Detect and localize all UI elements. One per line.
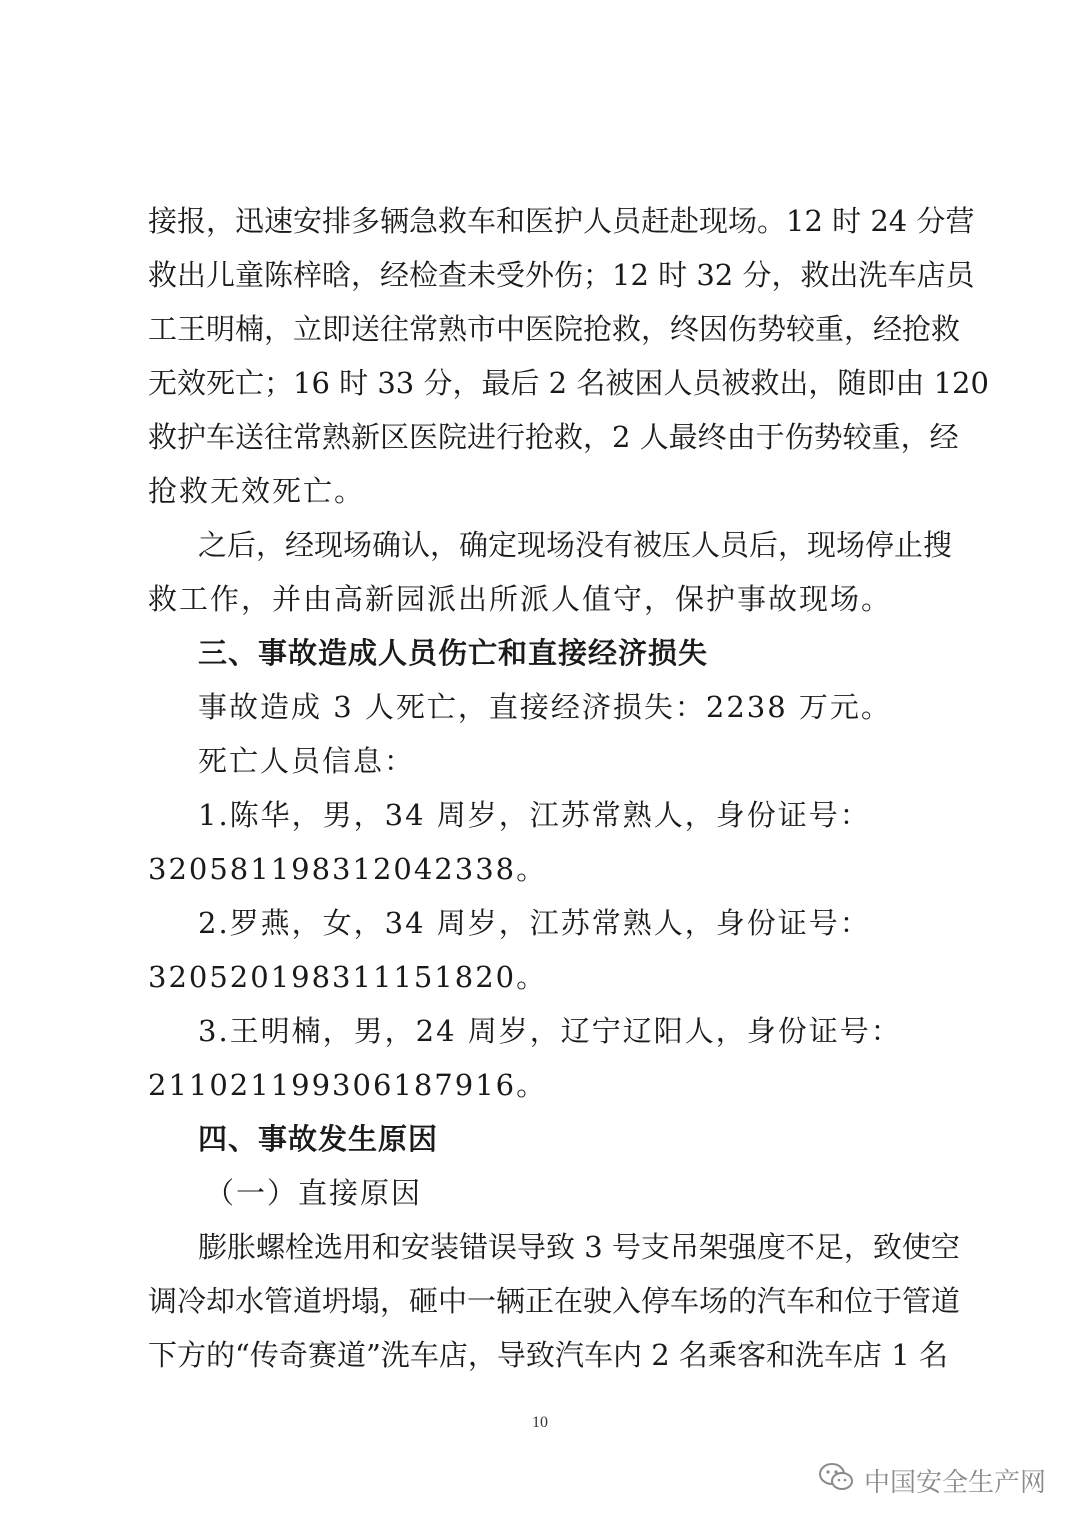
list-item: 1.陈华，男，34 周岁，江苏常熟人，身份证号： [198, 798, 871, 832]
list-item-continuation: 320581198312042338。 [148, 852, 548, 886]
body-line: 死亡人员信息： [198, 744, 416, 778]
body-line: 下方的“传奇赛道”洗车店，导致汽车内 2 名乘客和洗车店 1 名 [148, 1338, 948, 1372]
body-line: 抢救无效死亡。 [148, 474, 366, 508]
body-line: 无效死亡；16 时 33 分，最后 2 名被困人员被救出，随即由 120 [148, 366, 989, 400]
body-line: 之后，经现场确认，确定现场没有被压人员后，现场停止搜 [198, 528, 953, 562]
body-line: 救出儿童陈梓晗，经检查未受外伤；12 时 32 分，救出洗车店员 [148, 258, 975, 292]
section-heading: 三、事故造成人员伤亡和直接经济损失 [198, 636, 709, 670]
body-line: 救护车送往常熟新区医院进行抢救，2 人最终由于伤势较重，经 [148, 420, 959, 454]
list-item: 2.罗燕，女，34 周岁，江苏常熟人，身份证号： [198, 906, 871, 940]
body-line: 膨胀螺栓选用和安装错误导致 3 号支吊架强度不足，致使空 [198, 1230, 960, 1264]
body-line: 调冷却水管道坍塌，砸中一辆正在驶入停车场的汽车和位于管道 [148, 1284, 961, 1318]
list-item: 3.王明楠，男，24 周岁，辽宁辽阳人，身份证号： [198, 1014, 902, 1048]
page-number: 10 [532, 1414, 548, 1431]
subsection-heading: （一）直接原因 [205, 1176, 423, 1210]
body-line: 救工作，并由高新园派出所派人值守，保护事故现场。 [148, 582, 893, 616]
body-line: 事故造成 3 人死亡，直接经济损失：2238 万元。 [198, 690, 892, 724]
watermark-text: 中国安全生产网 [864, 1467, 1047, 1498]
body-line: 接报，迅速安排多辆急救车和医护人员赶赴现场。12 时 24 分营 [148, 204, 975, 238]
watermark [818, 1458, 1046, 1502]
list-item-continuation: 211021199306187916。 [148, 1068, 548, 1102]
list-item-continuation: 320520198311151820。 [148, 960, 548, 994]
section-heading: 四、事故发生原因 [198, 1122, 439, 1156]
wechat-icon [818, 1461, 854, 1500]
body-line: 工王明楠，立即送往常熟市中医院抢救，终因伤势较重，经抢救 [148, 312, 961, 346]
